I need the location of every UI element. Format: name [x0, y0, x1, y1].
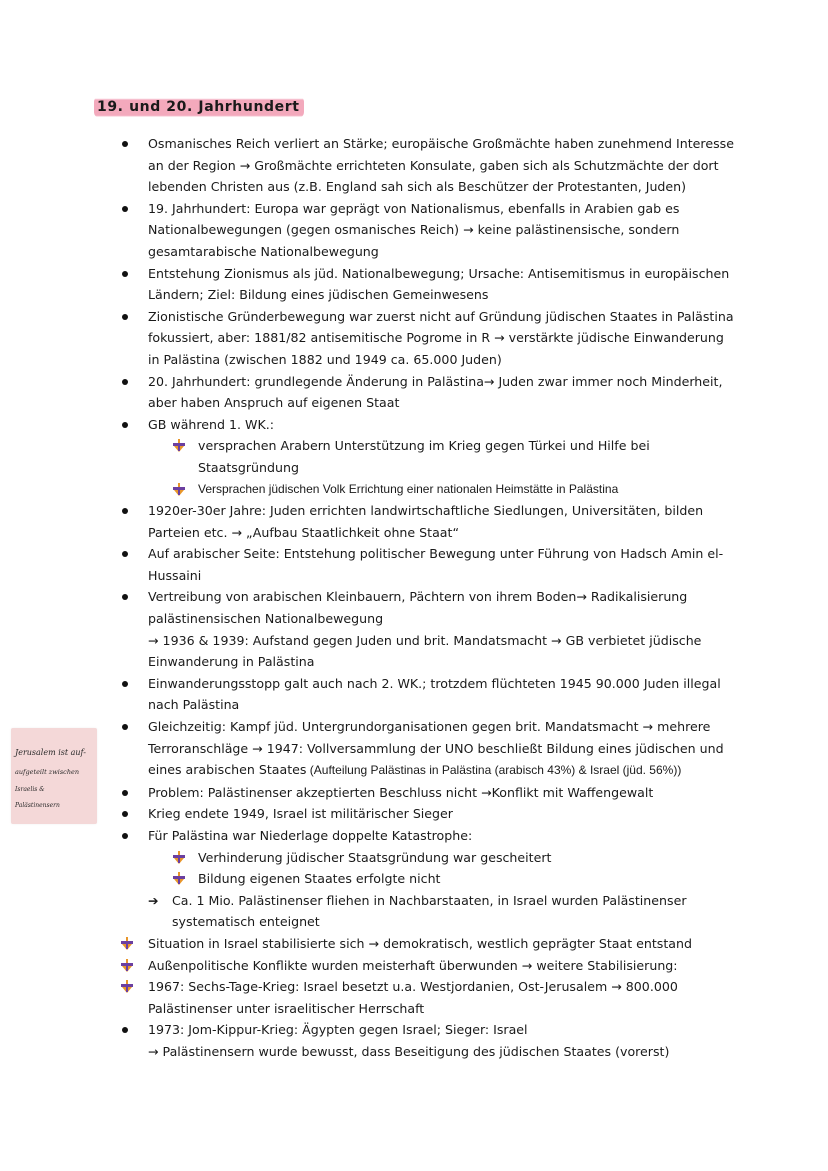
bullet-dot-icon [122, 422, 128, 428]
item-text: Nationalbewegungen (gegen osmanisches Reich) → keine palästinensische, sondern [148, 222, 680, 238]
list-item [0, 716, 728, 782]
item-text: gesamtarabische Nationalbewegung [148, 243, 379, 259]
bullet-dot-icon [122, 790, 128, 796]
bullet-dot-icon [122, 833, 128, 839]
flag-bullet-icon [172, 872, 186, 886]
bullet-dot-icon [122, 724, 128, 730]
bullet-dot-icon [122, 508, 128, 514]
item-text: 1920er-30er Jahre: Juden errichten landwirtschaftliche Siedlungen, Universitäten, bilden [148, 503, 704, 519]
item-text: Einwanderungsstopp galt auch nach 2. WK.; trotzdem flüchteten 1945 90.000 Juden illegal [148, 675, 721, 691]
item-text: → 1936 & 1939: Aufstand gegen Juden und brit. Mandatsmacht → GB verbietet jüdische [148, 632, 702, 648]
item-text-part: eines arabischen Staates [148, 762, 307, 778]
list-item [0, 976, 728, 1019]
list-item [0, 586, 728, 672]
flag-bullet-icon [120, 937, 134, 951]
item-text: Osmanisches Reich verliert an Stärke; europäische Großmächte haben zunehmend Interesse [148, 136, 734, 151]
item-text: Krieg endete 1949, Israel ist militärischer Sieger [148, 806, 453, 822]
bullet-dot-icon [122, 1027, 128, 1033]
item-text: nach Palästina [148, 697, 240, 713]
bullet-dot-icon [122, 551, 128, 557]
item-text: Entstehung Zionismus als jüd. Nationalbewegung; Ursache: Antisemitismus in europäischen [148, 265, 730, 281]
sub-item-text: Staatsgründung [198, 459, 299, 475]
item-text: Ländern; Ziel: Bildung eines jüdischen Gemeinwesens [148, 287, 489, 303]
list-item [0, 782, 728, 804]
list-item [0, 1019, 728, 1062]
bullet-dot-icon [122, 681, 128, 687]
list-item [0, 263, 728, 306]
sticky-note [11, 728, 97, 824]
item-text: Hussaini [148, 567, 202, 583]
page-heading: 19. und 20. Jahrhundert [94, 96, 304, 118]
sub-item [0, 868, 758, 890]
item-text: Situation in Israel stabilisierte sich → demokratisch, westlich geprägter Staat entstand [148, 935, 692, 951]
item-text: palästinensischen Nationalbewegung [148, 611, 384, 627]
list-item [0, 414, 728, 436]
item-text: 1967: Sechs-Tage-Krieg: Israel besetzt u.a. Westjordanien, Ost-Jerusalem → 800.000 [148, 979, 678, 995]
flag-bullet-icon [172, 483, 186, 497]
item-text: → Palästinensern wurde bewusst, dass Beseitigung des jüdischen Staates (vorerst) [148, 1043, 670, 1059]
item-text: 20. Jahrhundert: grundlegende Änderung in Palästina→ Juden zwar immer noch Minderheit, [148, 373, 723, 389]
sticky-note-line: Palästinensern [15, 802, 60, 809]
bullet-dot-icon [122, 314, 128, 320]
item-text: 19. Jahrhundert: Europa war geprägt von Nationalismus, ebenfalls in Arabien gab es [148, 200, 680, 216]
sub-item-text: versprachen Arabern Unterstützung im Krieg gegen Türkei und Hilfe bei [198, 438, 650, 454]
list-item [0, 500, 728, 543]
item-text: aber haben Anspruch auf eigenen Staat [148, 395, 400, 411]
item-text: 1973: Jom-Kippur-Krieg: Ägypten gegen Israel; Sieger: Israel [148, 1022, 528, 1038]
flag-bullet-icon [120, 959, 134, 973]
list-item [0, 198, 728, 263]
item-text: Zionistische Gründerbewegung war zuerst nicht auf Gründung jüdischen Staates in Palästina [148, 308, 734, 324]
list-item [0, 803, 728, 825]
bullet-dot-icon [122, 206, 128, 212]
sub-item-text: Verhinderung jüdischer Staatsgründung war gescheitert [198, 849, 552, 865]
bullet-dot-icon [122, 141, 128, 147]
flag-bullet-icon [172, 439, 186, 453]
list-item [0, 133, 734, 198]
list-item [0, 371, 728, 414]
list-item [0, 543, 728, 586]
sticky-note-line: aufgeteilt zwischen [15, 768, 80, 776]
partition-note: (Aufteilung Palästinas in Palästina (arabisch 43%) & Israel (jüd. 56%)) [306, 763, 682, 778]
item-text: Auf arabischer Seite: Entstehung politischer Bewegung unter Führung von Hadsch Amin el- [148, 546, 724, 562]
item-text: lebenden Christen aus (z.B. England sah sich als Beschützer der Protestanten, Juden) [148, 179, 687, 195]
item-text: GB während 1. WK.: [148, 416, 275, 432]
sub-item [0, 479, 758, 501]
item-text: Parteien etc. → „Aufbau Staatlichkeit ohne Staat“ [148, 524, 459, 540]
item-text: Problem: Palästinenser akzeptierten Beschluss nicht →Konflikt mit Waffengewalt [148, 784, 654, 800]
bullet-dot-icon [122, 379, 128, 385]
sub-item-text: systematisch enteignet [172, 914, 320, 930]
item-text: Einwanderung in Palästina [148, 654, 315, 670]
item-text: Gleichzeitig: Kampf jüd. Untergrundorganisationen gegen brit. Mandatsmacht → mehrere [148, 719, 711, 735]
list-item [0, 933, 728, 955]
bullet-dot-icon [122, 594, 128, 600]
item-text: Für Palästina war Niederlage doppelte Katastrophe: [148, 828, 473, 843]
item-text: Außenpolitische Konflikte wurden meisterhaft überwunden → weitere Stabilisierung: [148, 957, 678, 973]
item-text [148, 759, 728, 782]
list-item [0, 825, 728, 847]
sub-item-text: Versprachen jüdischen Volk Errichtung einer nationalen Heimstätte in Palästina [198, 481, 619, 496]
bullet-list [0, 133, 828, 1063]
bullet-dot-icon [122, 811, 128, 817]
list-item [0, 673, 728, 716]
item-text: fokussiert, aber: 1881/82 antisemitische Pogrome in R → verstärkte jüdische Einwanderung [148, 330, 724, 346]
sticky-note-line: Jerusalem ist auf- [15, 748, 86, 757]
sticky-note-line: Israelis & [15, 786, 45, 793]
list-item [0, 306, 734, 371]
item-text: Terroranschläge → 1947: Vollversammlung der UNO beschließt Bildung eines jüdischen und [148, 740, 724, 756]
arrow-right-icon: ➔ [148, 892, 159, 908]
sub-item-text: Bildung eigenen Staates erfolgte nicht [198, 871, 441, 887]
sub-item [0, 847, 758, 869]
flag-bullet-icon [172, 851, 186, 865]
sub-item [0, 435, 758, 478]
item-text: Palästinenser unter israelitischer Herrschaft [148, 1000, 425, 1016]
arrow-sub-item [0, 890, 732, 933]
item-text: an der Region → Großmächte errichteten Konsulate, gaben sich als Schutzmächte der dort [148, 157, 719, 173]
sub-item-text: Ca. 1 Mio. Palästinenser fliehen in Nachbarstaaten, in Israel wurden Palästinenser [172, 892, 687, 908]
list-item [0, 955, 728, 977]
bullet-dot-icon [122, 271, 128, 277]
item-text: in Palästina (zwischen 1882 und 1949 ca. 65.000 Juden) [148, 351, 502, 367]
flag-bullet-icon [120, 980, 134, 994]
item-text: Vertreibung von arabischen Kleinbauern, Pächtern von ihrem Boden→ Radikalisierung [148, 589, 688, 605]
